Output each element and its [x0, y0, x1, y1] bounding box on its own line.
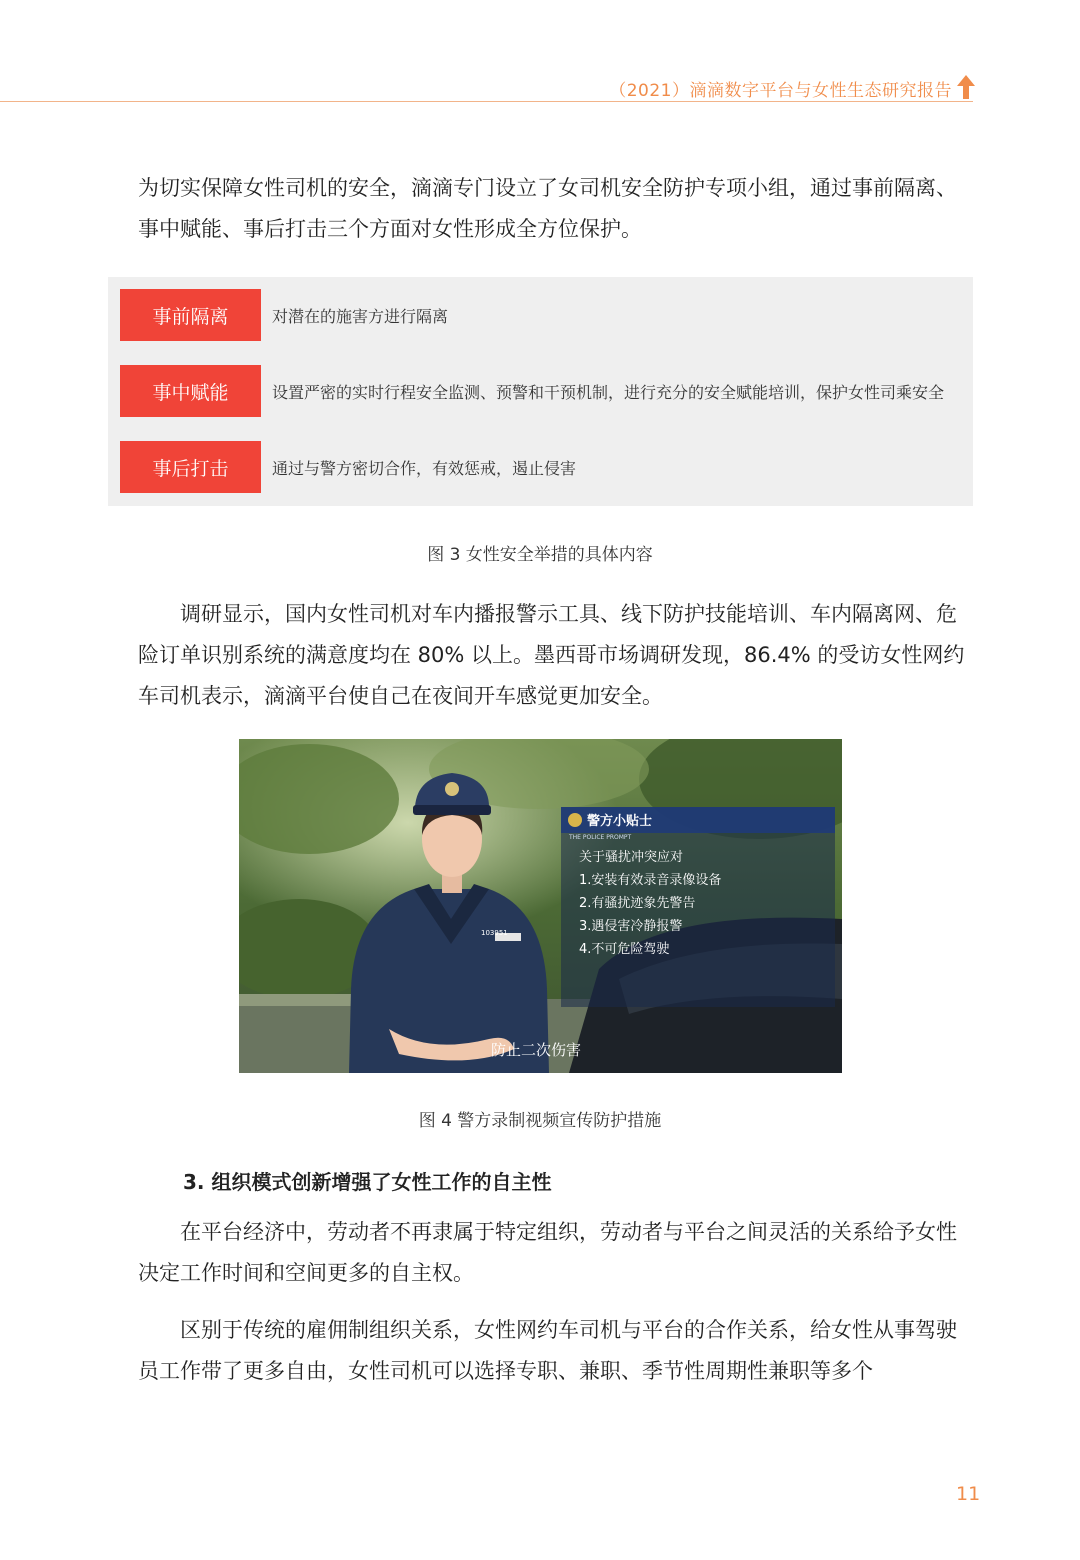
arrow-up-icon [956, 74, 976, 100]
survey-paragraph: 调研显示，国内女性司机对车内播报警示工具、线下防护技能培训、车内隔离网、危险订单识别系统的满意度均在 80% 以上。墨西哥市场调研发现，86.4% 的受访女性网约车司机表示，滴滴平台使自己在夜间开车感觉更加安全。 [138, 602, 965, 708]
video-still [239, 739, 842, 1073]
section-heading: 3. 组织模式创新增强了女性工作的自主性 [183, 1170, 552, 1194]
measure-label: 事后打击 [120, 441, 261, 493]
tip-item: 3.遇侵害冷静报警 [579, 919, 683, 934]
report-title: （2021）滴滴数字平台与女性生态研究报告 [609, 81, 952, 101]
safety-measures-figure [108, 277, 973, 506]
employment-paragraph: 区别于传统的雇佣制组织关系，女性网约车司机与平台的合作关系，给女性从事驾驶员工作带了更多自由，女性司机可以选择专职、兼职、季节性周期性兼职等多个 [138, 1318, 957, 1383]
measure-row [120, 365, 944, 417]
measure-row [120, 441, 576, 493]
tip-item: 2.有骚扰迹象先警告 [579, 896, 696, 911]
tips-heading: 关于骚扰冲突应对 [579, 850, 684, 865]
measure-desc: 对潜在的施害方进行隔离 [272, 306, 449, 326]
measure-desc: 设置严密的实时行程安全监测、预警和干预机制，进行充分的安全赋能培训，保护女性司乘安全 [272, 382, 945, 402]
page-number: 11 [956, 1483, 981, 1505]
measure-label: 事前隔离 [120, 289, 261, 341]
intro-paragraph: 为切实保障女性司机的安全，滴滴专门设立了女司机安全防护专项小组，通过事前隔离、事中赋能、事后打击三个方面对女性形成全方位保护。 [138, 176, 957, 241]
badge-number: 103951 [481, 929, 508, 937]
video-subtitle: 防止二次伤害 [491, 1041, 582, 1059]
header-divider [0, 101, 973, 102]
measure-label: 事中赋能 [120, 365, 261, 417]
tips-panel-title: 警方小贴士 [587, 814, 653, 829]
tip-item: 1.安装有效录音录像设备 [579, 873, 722, 888]
measure-row [120, 289, 448, 341]
police-video-photo [239, 739, 842, 1073]
platform-paragraph: 在平台经济中，劳动者不再隶属于特定组织，劳动者与平台之间灵活的关系给予女性决定工作时间和空间更多的自主权。 [138, 1220, 957, 1285]
measure-desc: 通过与警方密切合作，有效惩戒，遏止侵害 [272, 458, 577, 478]
figure4-caption: 图 4 警方录制视频宣传防护措施 [418, 1111, 662, 1131]
figure3-caption: 图 3 女性安全举措的具体内容 [427, 545, 653, 565]
tip-item: 4.不可危险驾驶 [579, 942, 670, 957]
tips-panel-subtitle: THE POLICE PROMPT [569, 834, 632, 841]
